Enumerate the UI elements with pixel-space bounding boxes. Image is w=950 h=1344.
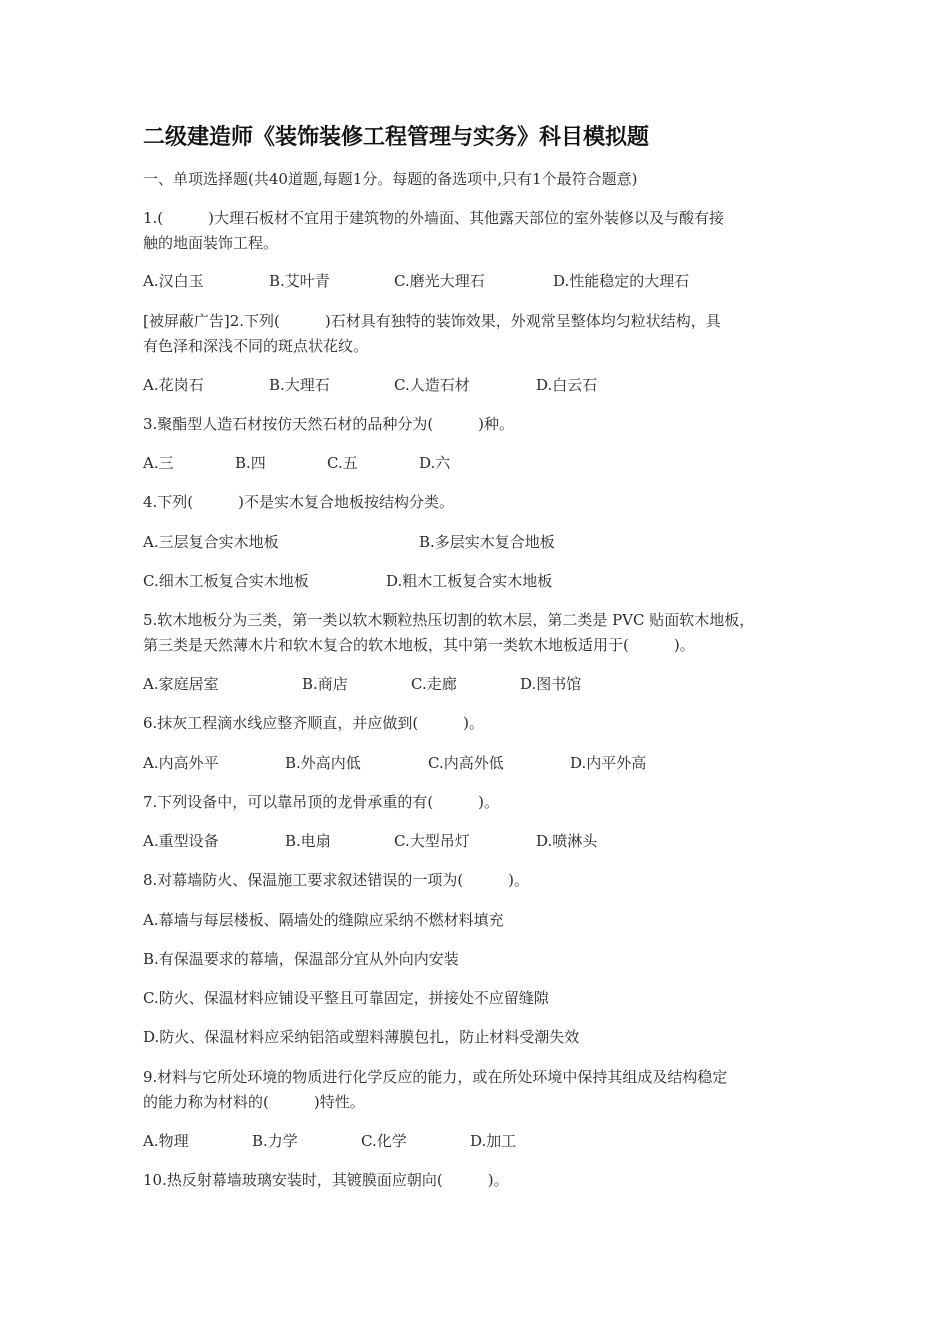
question-5-text-cont: 第三类是天然薄木片和软木复合的软木地板，其中第一类软木地板适用于( )。	[143, 636, 695, 654]
option-b: B.外高内低	[285, 754, 361, 772]
option-b: B.商店	[302, 675, 348, 693]
question-3-text: 3.聚酯型人造石材按仿天然石材的品种分为( )种。	[143, 415, 515, 433]
option-a: A.花岗石	[143, 376, 204, 394]
option-b: B.力学	[252, 1132, 298, 1150]
option-d: D.图书馆	[520, 675, 582, 693]
option-d: D.加工	[470, 1132, 517, 1150]
question-9-text: 9.材料与它所处环境的物质进行化学反应的能力，或在所处环境中保持其组成及结构稳定	[143, 1068, 728, 1086]
option-d: D.六	[419, 454, 451, 472]
question-8-text: 8.对幕墙防火、保温施工要求叙述错误的一项为( )。	[143, 871, 530, 889]
option-d: D.粗木工板复合实木地板	[386, 572, 553, 590]
question-1-text: 1.( )大理石板材不宜用于建筑物的外墙面、其他露天部位的室外装修以及与酸有接	[143, 209, 725, 227]
option-d: D.喷淋头	[536, 832, 598, 850]
option-a: A.三	[143, 454, 174, 472]
page-title: 二级建造师《装饰装修工程管理与实务》科目模拟题	[143, 125, 650, 150]
question-5-text: 5.软木地板分为三类，第一类以软木颗粒热压切割的软木层，第二类是 PVC 贴面软木地板，	[143, 611, 755, 629]
question-1-text-cont: 触的地面装饰工程。	[143, 234, 279, 252]
option-c: C.化学	[361, 1132, 407, 1150]
option-c: C.细木工板复合实木地板	[143, 572, 309, 590]
option-a: A.重型设备	[143, 832, 219, 850]
option-a: A.内高外平	[143, 754, 219, 772]
question-8-option-b: B.有保温要求的幕墙，保温部分宜从外向内安装	[143, 950, 459, 968]
question-9-text-cont: 的能力称为材料的( )特性。	[143, 1093, 365, 1111]
option-c: C.走廊	[411, 675, 457, 693]
question-6-text: 6.抹灰工程滴水线应整齐顺直，并应做到( )。	[143, 714, 485, 732]
option-a: A.物理	[143, 1132, 189, 1150]
option-b: B.艾叶青	[269, 272, 330, 290]
option-c: C.五	[327, 454, 358, 472]
option-b: B.大理石	[269, 376, 330, 394]
option-b: B.电扇	[285, 832, 331, 850]
question-10-text: 10.热反射幕墙玻璃安装时，其镀膜面应朝向( )。	[143, 1171, 509, 1189]
question-2-text-cont: 有色泽和深浅不同的斑点状花纹。	[143, 337, 369, 355]
option-a: A.汉白玉	[143, 272, 204, 290]
question-7-text: 7.下列设备中，可以靠吊顶的龙骨承重的有( )。	[143, 793, 500, 811]
question-8-option-d: D.防火、保温材料应采纳铝箔或塑料薄膜包扎，防止材料受潮失效	[143, 1028, 580, 1046]
option-c: C.人造石材	[394, 376, 470, 394]
option-d: D.内平外高	[570, 754, 647, 772]
option-b: B.多层实木复合地板	[419, 533, 555, 551]
option-d: D.白云石	[536, 376, 598, 394]
option-c: C.大型吊灯	[394, 832, 470, 850]
option-b: B.四	[235, 454, 266, 472]
option-a: A.家庭居室	[143, 675, 219, 693]
option-a: A.三层复合实木地板	[143, 533, 279, 551]
question-8-option-a: A.幕墙与每层楼板、隔墙处的缝隙应采纳不燃材料填充	[143, 911, 504, 929]
option-d: D.性能稳定的大理石	[553, 272, 690, 290]
question-4-text: 4.下列( )不是实木复合地板按结构分类。	[143, 493, 455, 511]
section-heading: 一、单项选择题(共40道题,每题1分。每题的备选项中,只有1个最符合题意)	[143, 170, 638, 188]
question-8-option-c: C.防火、保温材料应铺设平整且可靠固定，拼接处不应留缝隙	[143, 989, 549, 1007]
option-c: C.磨光大理石	[394, 272, 485, 290]
question-2-text: [被屏蔽广告]2.下列( )石材具有独特的装饰效果，外观常呈整体均匀粒状结构，具	[143, 312, 721, 330]
option-c: C.内高外低	[428, 754, 504, 772]
